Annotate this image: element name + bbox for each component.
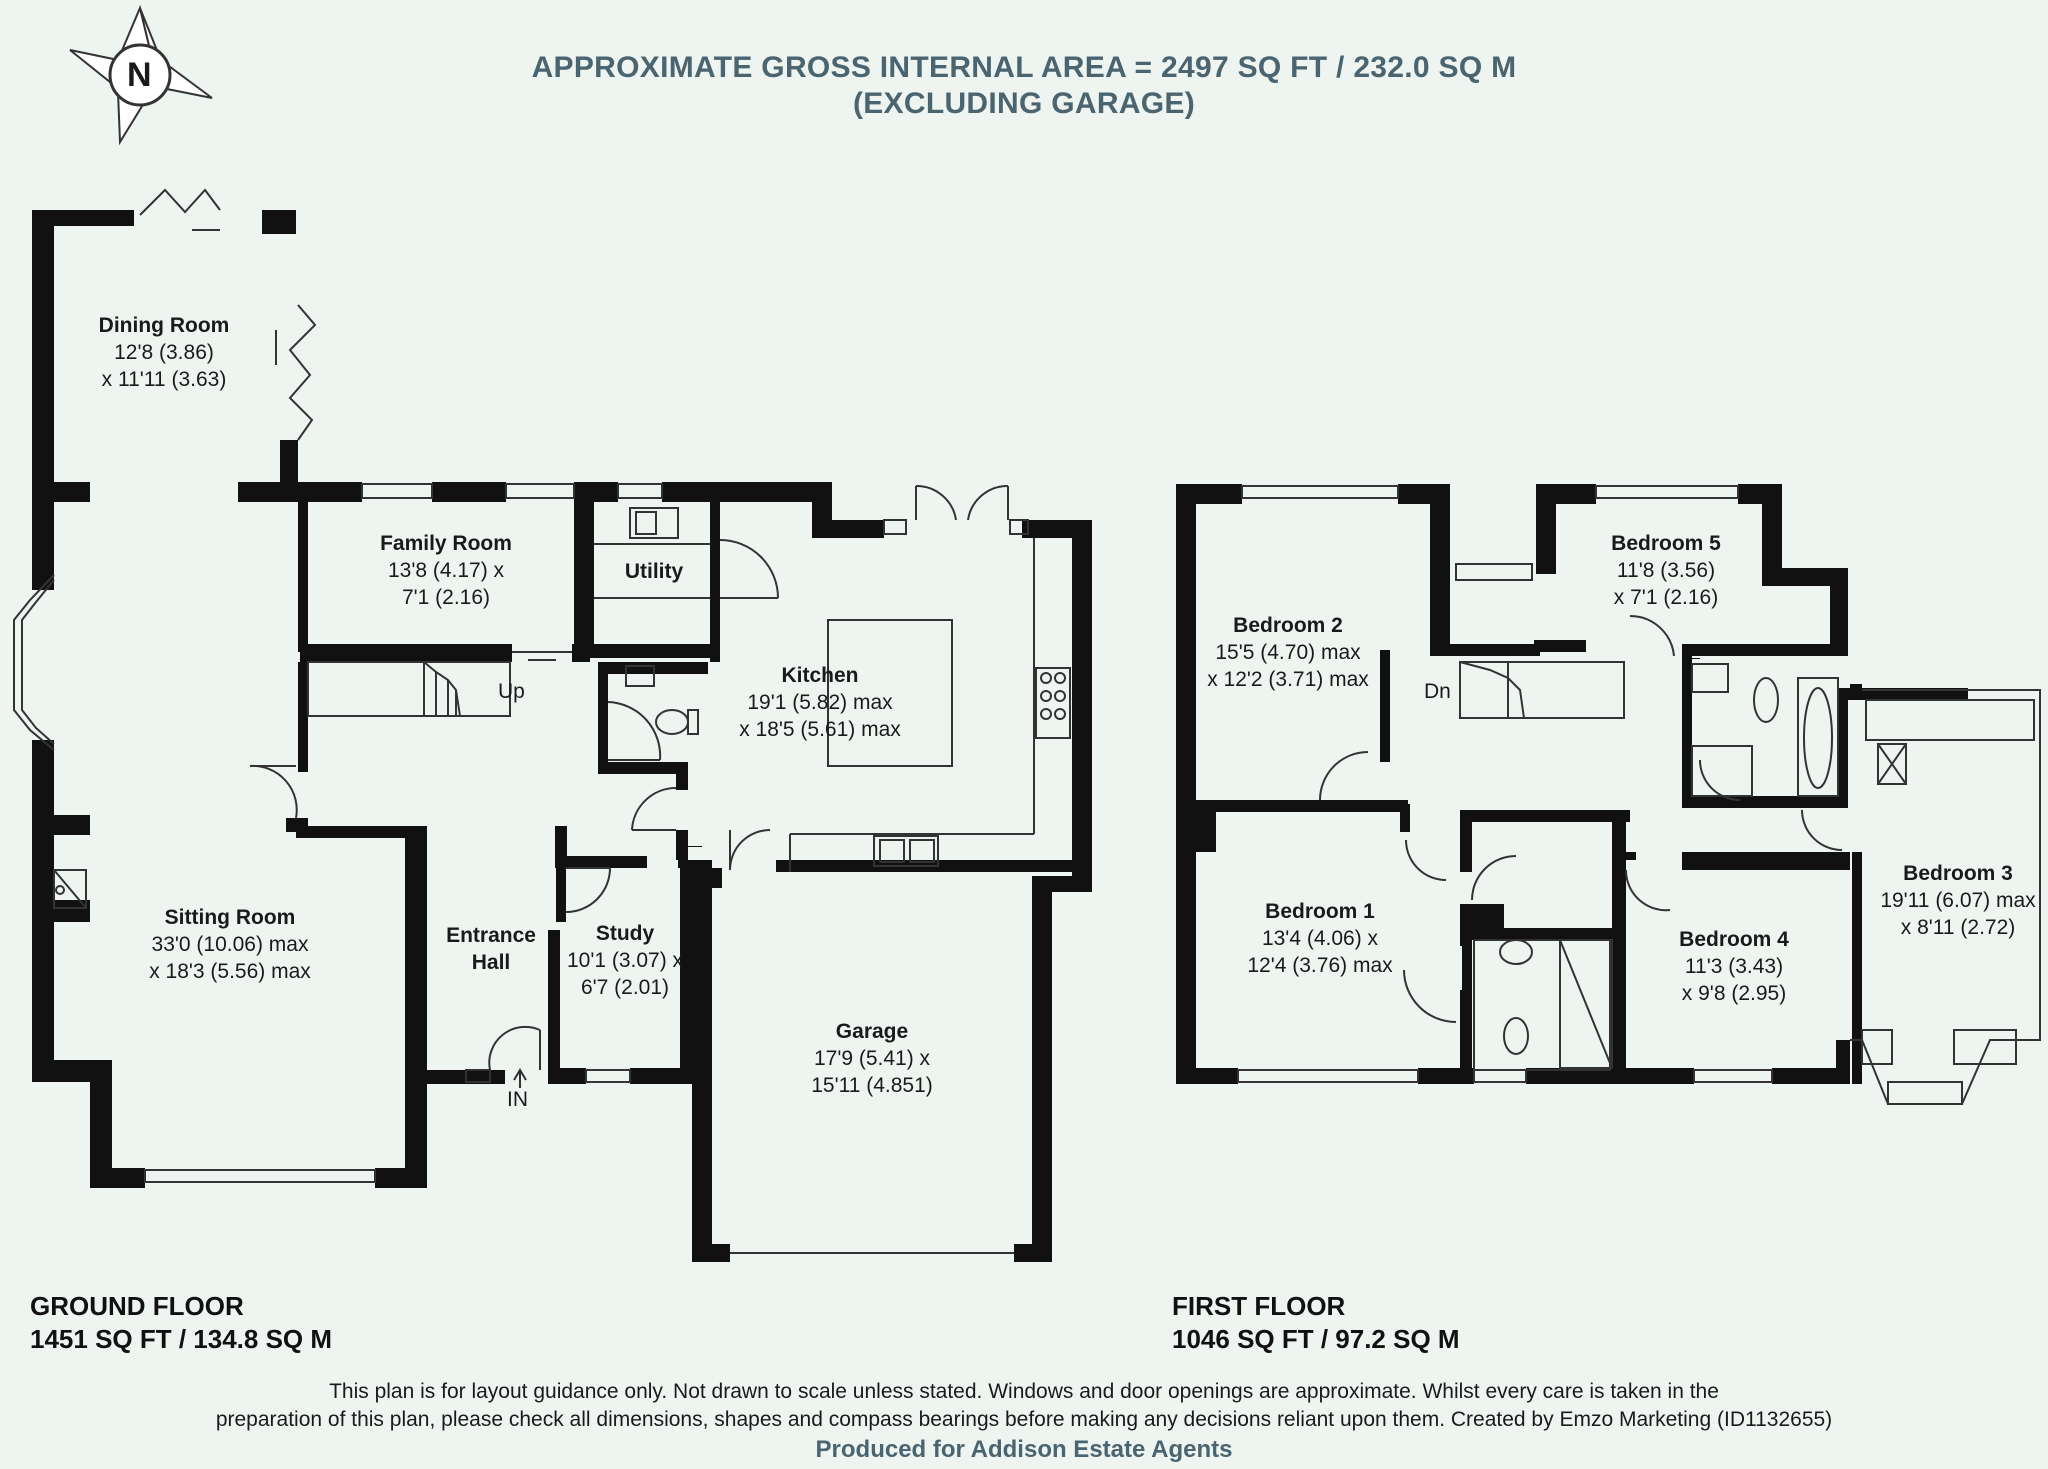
compass-letter: N [127, 56, 152, 94]
room-dimension: x 9'8 (2.95) [1681, 982, 1787, 1005]
produced-for: Produced for Addison Estate Agents [815, 1436, 1233, 1463]
room-dimension: 19'11 (6.07) max [1880, 889, 2036, 912]
entrance-in-label: IN [507, 1088, 528, 1111]
room-name: Bedroom 2 [1233, 614, 1343, 637]
room-dimension: 11'3 (3.43) [1684, 955, 1784, 978]
room-dimension: x 18'5 (5.61) max [739, 718, 901, 741]
room-name: Bedroom 1 [1265, 900, 1375, 923]
room-name: Entrance [446, 924, 536, 947]
room-dimension: x 11'11 (3.63) [101, 368, 227, 391]
room-dimension: 13'4 (4.06) x [1261, 927, 1379, 950]
room-dimension: x 7'1 (2.16) [1613, 586, 1719, 609]
room-dimension: 6'7 (2.01) [580, 976, 670, 999]
room-name: Family Room [380, 532, 512, 555]
room-study [567, 920, 683, 1001]
room-dimension: 15'11 (4.851) [811, 1074, 933, 1097]
room-dimension: 19'1 (5.82) max [747, 691, 893, 714]
room-entrance-hall [446, 922, 536, 976]
stairs-down-label: Dn [1424, 680, 1451, 703]
disclaimer-line1: This plan is for layout guidance only. Not drawn to scale unless stated. Windows and door openings are approximate. Whilst every care is taken in the [329, 1380, 1719, 1403]
room-dimension: 33'0 (10.06) max [151, 933, 309, 956]
room-bedroom-1 [1247, 898, 1392, 979]
room-dimension: 11'8 (3.56) [1616, 559, 1716, 582]
room-name: Bedroom 5 [1611, 532, 1721, 555]
room-name-line2: Hall [471, 951, 511, 974]
first-floor-name: FIRST FLOOR [1172, 1291, 1346, 1321]
room-sitting [149, 904, 311, 985]
room-name: Dining Room [98, 314, 230, 337]
disclaimer [0, 1378, 2048, 1434]
first-floor-walls [1176, 484, 1968, 1084]
room-name: Sitting Room [164, 906, 296, 929]
room-garage [811, 1018, 933, 1099]
room-dimension: x 8'11 (2.72) [1900, 916, 2016, 939]
room-bedroom-2 [1207, 612, 1369, 693]
room-dimension: x 12'2 (3.71) max [1207, 668, 1369, 691]
room-dimension: 15'5 (4.70) max [1215, 641, 1361, 664]
room-dimension: 12'4 (3.76) max [1247, 954, 1393, 977]
room-name: Kitchen [781, 664, 859, 687]
room-bedroom-3 [1880, 860, 2035, 941]
room-dimension: 13'8 (4.17) x [387, 559, 505, 582]
room-name: Bedroom 3 [1903, 862, 2013, 885]
room-dimension: 7'1 (2.16) [401, 586, 491, 609]
ground-floor-title [30, 1290, 332, 1356]
ground-floor-name: GROUND FLOOR [30, 1291, 244, 1321]
area-header-line2: (EXCLUDING GARAGE) [852, 87, 1196, 120]
ground-floor-area: 1451 SQ FT / 134.8 SQ M [30, 1324, 333, 1354]
stairs-up-label: Up [498, 680, 525, 703]
room-name: Utility [624, 560, 684, 583]
room-name: Bedroom 4 [1679, 928, 1789, 951]
room-family [380, 530, 512, 611]
first-floor-area: 1046 SQ FT / 97.2 SQ M [1172, 1324, 1460, 1354]
room-kitchen [739, 662, 901, 743]
room-dimension: 17'9 (5.41) x [813, 1047, 931, 1070]
room-bedroom-5 [1611, 530, 1721, 611]
room-dimension: x 18'3 (5.56) max [149, 960, 311, 983]
room-dimension: 10'1 (3.07) x [566, 949, 684, 972]
room-name: Garage [835, 1020, 909, 1043]
area-header-line1: APPROXIMATE GROSS INTERNAL AREA = 2497 SQ FT / 232.0 SQ M [531, 51, 1517, 84]
room-dining [99, 312, 230, 393]
disclaimer-line2: preparation of this plan, please check all dimensions, shapes and compass bearings before making any decisions reliant upon them. Created by Emzo Marketing (ID1132655) [215, 1408, 1833, 1431]
room-name: Study [595, 922, 655, 945]
first-floor-title [1172, 1290, 1460, 1356]
room-utility [625, 558, 683, 585]
room-dimension: 12'8 (3.86) [114, 341, 214, 364]
room-bedroom-4 [1679, 926, 1789, 1007]
